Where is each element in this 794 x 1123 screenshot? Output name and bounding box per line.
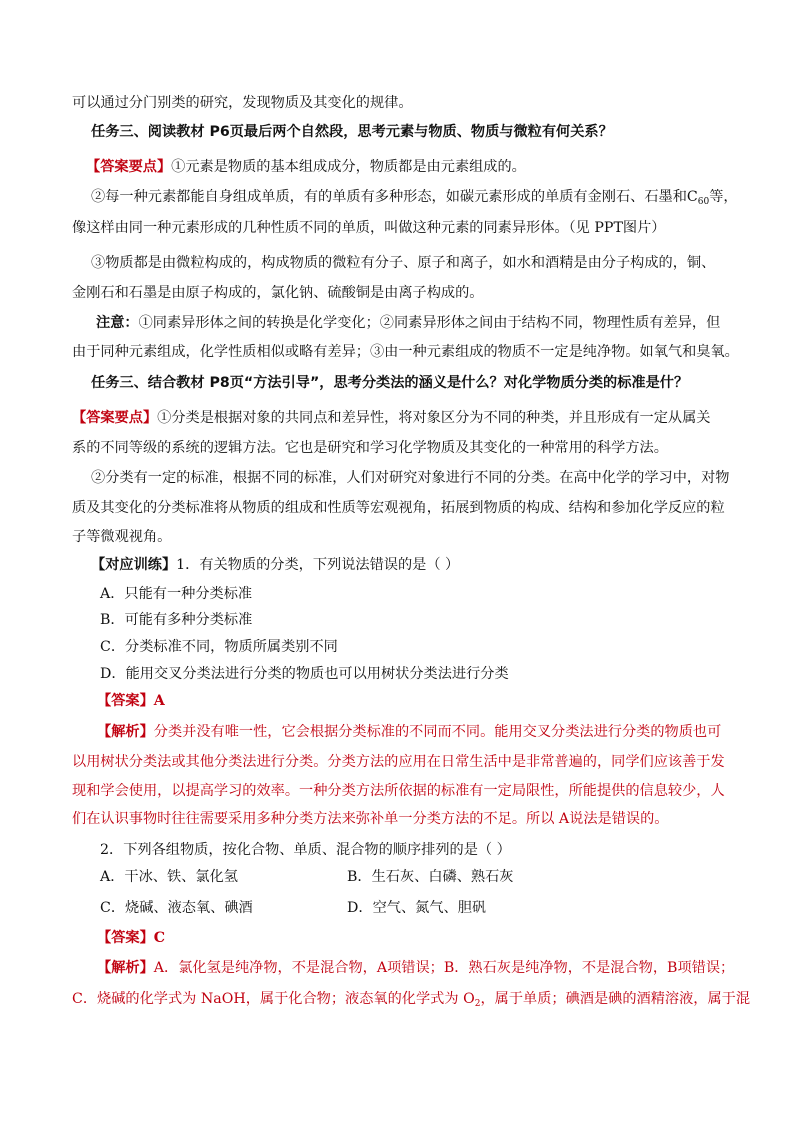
- explanation-text: A．氯化氢是纯净物，不是混合物，A项错误；B．熟石灰是纯净物，不是混合物，B项错误；: [153, 960, 735, 976]
- answer-line: 子等微观视角。: [72, 529, 172, 545]
- answer-line: [72, 408, 710, 428]
- explanation-text: C．烧碱的化学式为 NaOH，属于化合物；液态氧的化学式为 O: [72, 991, 475, 1007]
- explanation-line: 们在认识事物时往往需要采用多种分类方法来弥补单一分类方法的不足。所以 A说法是错误的。: [72, 811, 669, 827]
- option-a: A．干冰、铁、氯化氢: [100, 869, 238, 885]
- answer-line: ③物质都是由微粒构成的，构成物质的微粒有分子、原子和离子，如水和酒精是由分子构成的，铜、: [91, 255, 716, 271]
- answer-line: 金刚石和石墨是由原子构成的，氯化钠、硫酸铜是由离子构成的。: [72, 285, 484, 301]
- explanation-label: 【解析】: [97, 960, 154, 976]
- answer-text: ①分类是根据对象的共同点和差异性，将对象区分为不同的种类，并且形成有一定从属关: [157, 410, 711, 426]
- note-line: 由于同种元素组成，化学性质相似或略有差异；③由一种元素组成的物质不一定是纯净物。如氧气和臭氧。: [72, 344, 739, 360]
- explanation-line: [97, 722, 721, 742]
- answer-line: ②分类有一定的标准，根据不同的标准，人们对研究对象进行不同的分类。在高中化学的学习中，对物: [91, 470, 730, 486]
- answer-line: 【答案】A: [97, 693, 165, 709]
- option-b: B．生石灰、白磷、熟石灰: [347, 869, 514, 885]
- option-d: D．能用交叉分类法进行分类的物质也可以用树状分类法进行分类: [100, 666, 509, 682]
- answer-line: 像这样由同一种元素形成的几种性质不同的单质，叫做这种元素的同素异形体。（见 PPT图片）: [72, 220, 666, 236]
- question-stem: 2．下列各组物质，按化合物、单质、混合物的顺序排列的是（ ）: [100, 842, 511, 858]
- note-text: ①同素异形体之间的转换是化学变化；②同素异形体之间由于结构不同，物理性质有差异，但: [138, 315, 721, 331]
- answer-line: 质及其变化的分类标准将从物质的组成和性质等宏观视角，拓展到物质的构成、结构和参加化学反应的粒: [72, 500, 725, 516]
- option-row: [100, 898, 660, 918]
- option-row: [100, 867, 660, 887]
- option-c: C．分类标准不同，物质所属类别不同: [100, 639, 338, 655]
- explanation-line: [97, 958, 734, 978]
- explanation-line: [72, 989, 750, 1009]
- task-heading: 任务三、结合教材 P8页“方法引导”，思考分类法的涵义是什么？对化学物质分类的标准是什？: [91, 375, 689, 391]
- answer-text: ①元素是物质的基本组成成分，物质都是由元素组成的。: [171, 159, 526, 175]
- explanation-line: 以用树状分类法或其他分类法进行分类。分类方法的应用在日常生活中是非常普遍的，同学们应该善于发: [72, 754, 725, 770]
- option-a: A．只能有一种分类标准: [100, 586, 253, 602]
- option-c: C．烧碱、液态氧、碘酒: [100, 900, 253, 916]
- subscript: 60: [697, 197, 710, 207]
- task-heading: 任务三、阅读教材 P6页最后两个自然段，思考元素与物质、物质与微粒有何关系？: [91, 124, 613, 140]
- answer-line: 【答案】C: [97, 930, 166, 946]
- explanation-label: 【解析】: [97, 724, 154, 740]
- answer-key-label: 【答案要点】: [72, 410, 158, 426]
- option-b: B．可能有多种分类标准: [100, 612, 253, 628]
- answer-key-label: 【答案要点】: [86, 159, 172, 175]
- training-label: 【对应训练】: [91, 557, 177, 573]
- explanation-text: ，属于单质；碘酒是碘的酒精溶液，属于混: [480, 991, 751, 1007]
- explanation-text: 分类并没有唯一性，它会根据分类标准的不同而不同。能用交叉分类法进行分类的物质也可: [153, 724, 722, 740]
- answer-text: 等，: [709, 189, 738, 205]
- note-line: [96, 313, 720, 333]
- question-text: 1．有关物质的分类，下列说法错误的是（ ）: [176, 557, 460, 573]
- subscript: 2: [474, 999, 481, 1009]
- answer-line: [86, 157, 526, 177]
- question-stem: [91, 555, 459, 575]
- answer-line: 系的不同等级的系统的逻辑方法。它也是研究和学习化学物质及其变化的一种常用的科学方法。: [72, 440, 668, 456]
- paragraph-line: 可以通过分门别类的研究，发现物质及其变化的规律。: [72, 95, 413, 111]
- note-label: 注意：: [96, 315, 139, 331]
- explanation-line: 现和学会使用，以提高学习的效率。一种分类方法所依据的标准有一定局限性，所能提供的信息较少，人: [72, 783, 725, 799]
- answer-line: [91, 187, 738, 207]
- answer-text: ②每一种元素都能自身组成单质，有的单质有多种形态，如碳元素形成的单质有金刚石、石墨和C: [91, 189, 698, 205]
- option-d: D．空气、氮气、胆矾: [347, 900, 487, 916]
